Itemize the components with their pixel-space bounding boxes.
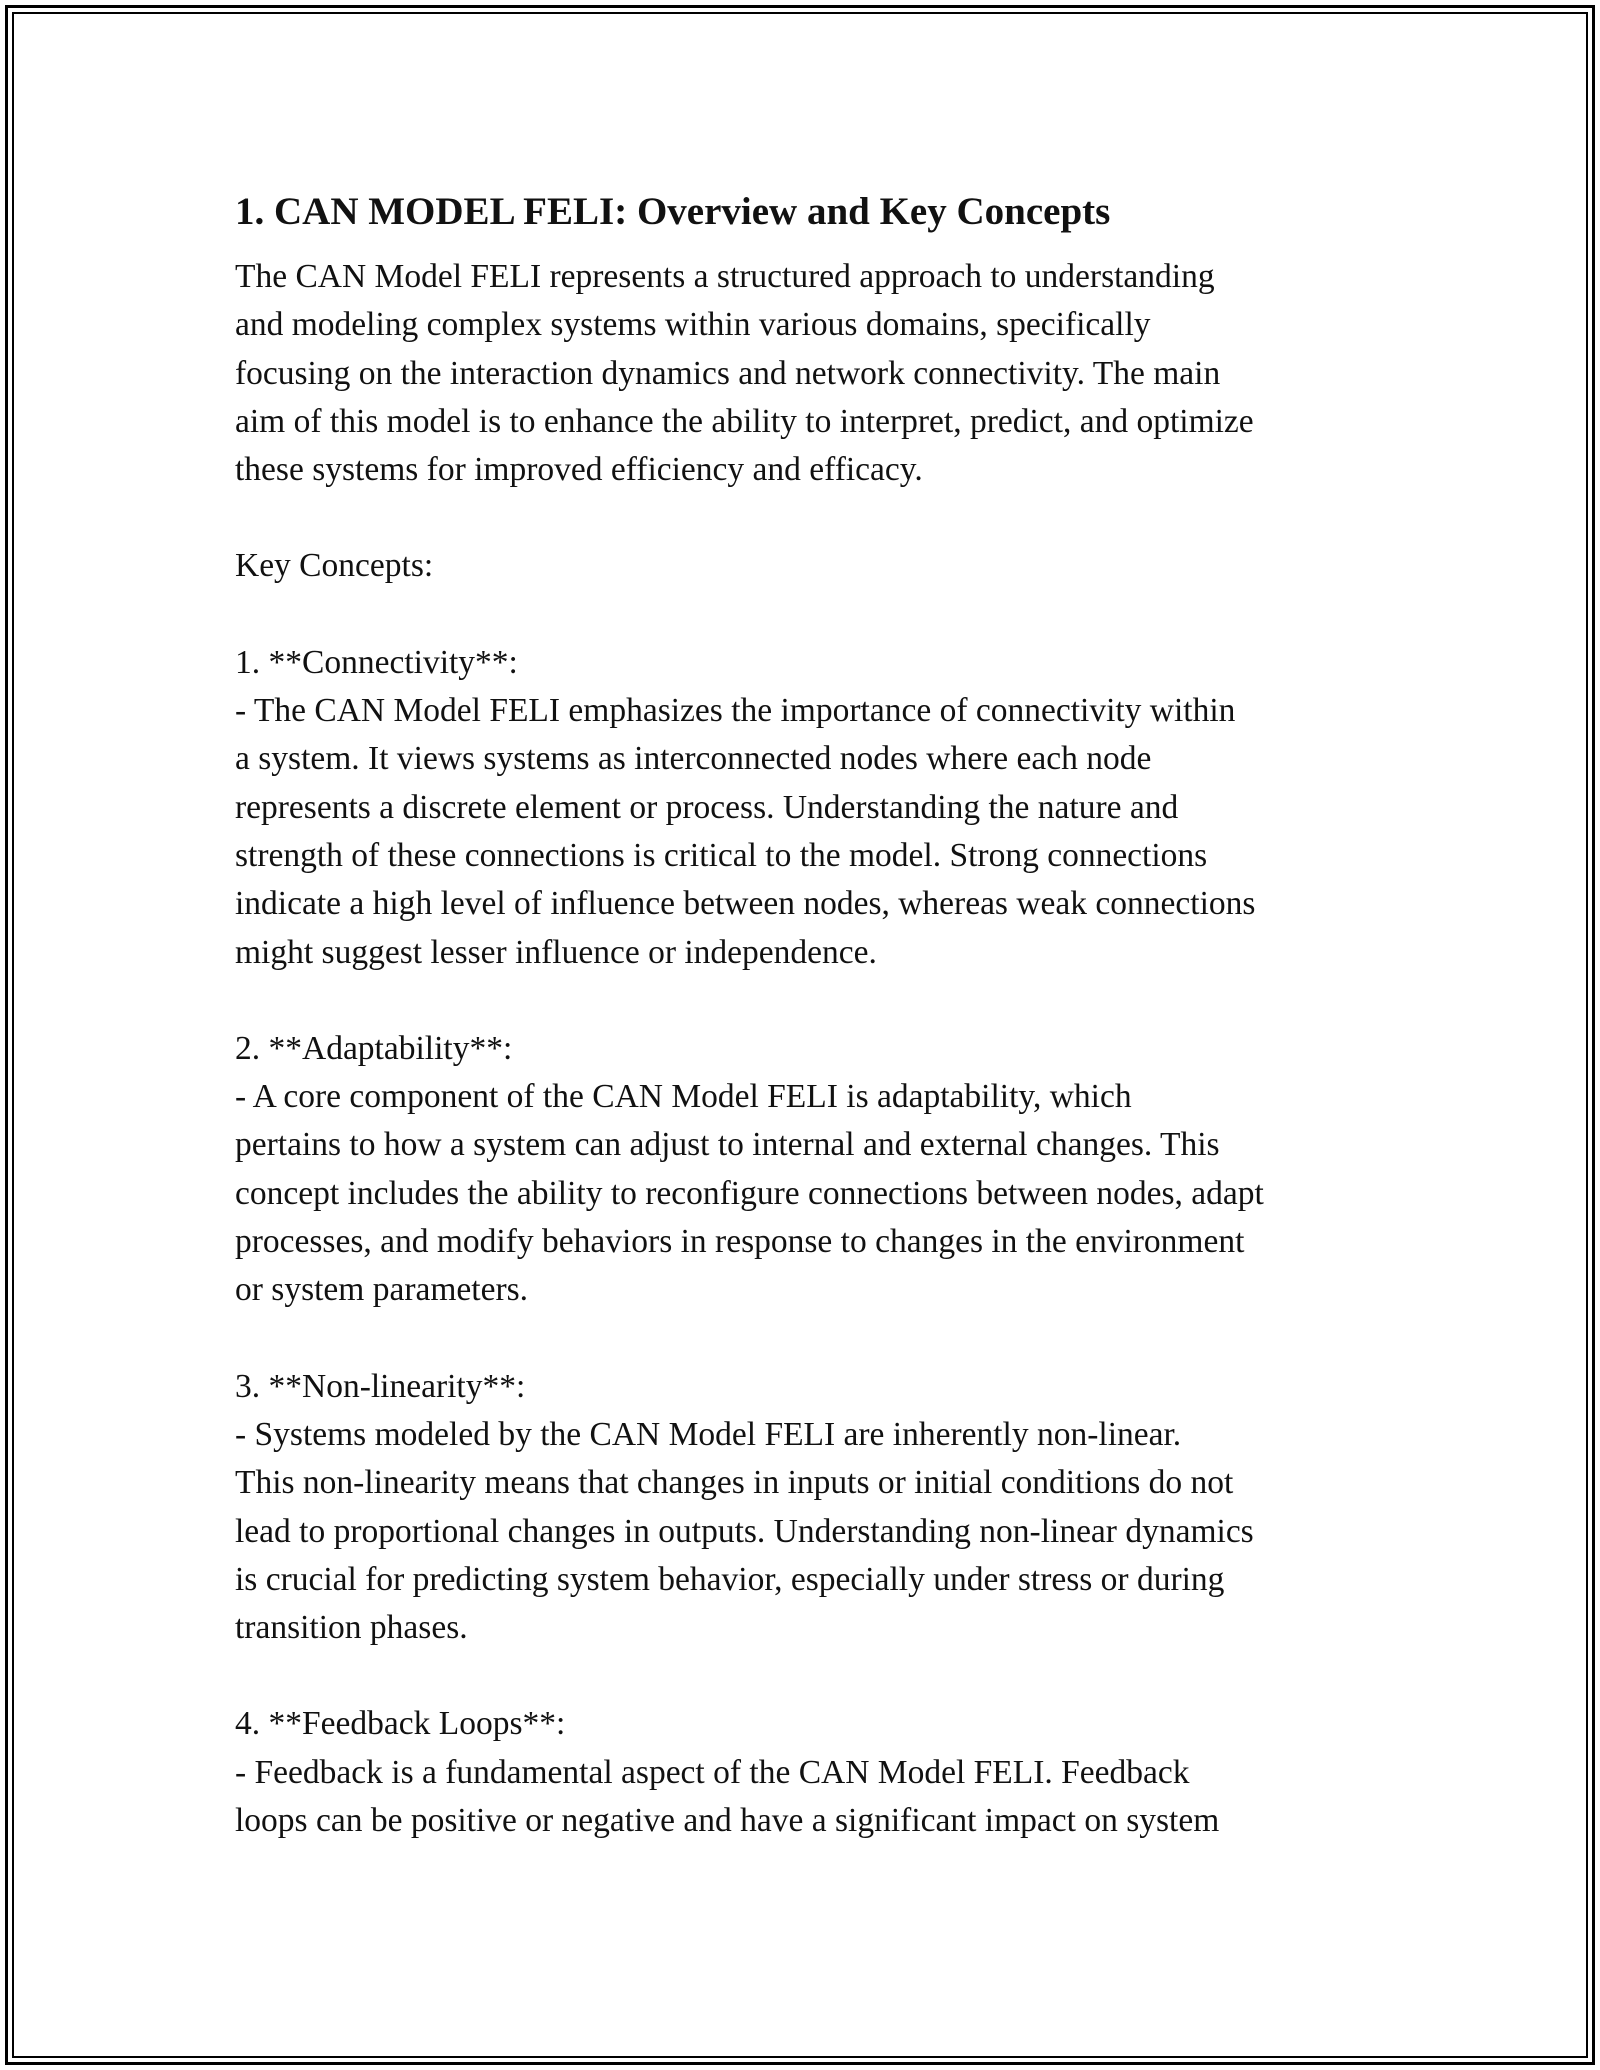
section-heading: 1. CAN MODEL FELI: Overview and Key Concepts [235, 190, 1111, 233]
concept-item [235, 639, 1370, 977]
spacer [235, 1315, 1370, 1363]
document-body [235, 185, 1370, 1845]
concept-item [235, 1025, 1370, 1315]
concept-body: - Systems modeled by the CAN Model FELI are inherently non-linear. This non-linearity means that changes in inputs or initial conditions do not lead to proportional changes in outputs. Understanding non-linear dynamics is crucial for predicting system behavior, especially under stress or during transition phases. [235, 1415, 1254, 1647]
concept-item [235, 1363, 1370, 1653]
spacer [235, 1652, 1370, 1700]
spacer [235, 591, 1370, 639]
concept-item [235, 1700, 1370, 1845]
concept-title: 2. **Adaptability**: [235, 1029, 513, 1067]
intro-paragraph: The CAN Model FELI represents a structured approach to understanding and modeling complex systems within various domains, specifically focusing on the interaction dynamics and network connectivity. The main aim of this model is to enhance the ability to interpret, predict, and optimize these systems for improved efficiency and efficacy. [235, 258, 1254, 489]
concept-body: - A core component of the CAN Model FELI is adaptability, which pertains to how a system can adjust to internal and external changes. This concept includes the ability to reconfigure connections between nodes, adapt processes, and modify behaviors in response to changes in the environment or system parameters. [235, 1078, 1264, 1309]
concept-title: 3. **Non-linearity**: [235, 1367, 526, 1405]
spacer [235, 494, 1370, 542]
concept-body: - Feedback is a fundamental aspect of the CAN Model FELI. Feedback loops can be positive or negative and have a significant impact on system [235, 1753, 1220, 1840]
concept-body: - The CAN Model FELI emphasizes the importance of connectivity within a system. It views systems as interconnected nodes where each node represents a discrete element or process. Understanding the nature and strength of these connections is critical to the model. Strong connections indicate a high level of influence between nodes, whereas weak connections might suggest lesser influence or independence. [235, 692, 1256, 971]
key-concepts-label: Key Concepts: [235, 547, 434, 585]
concept-title: 1. **Connectivity**: [235, 643, 518, 681]
spacer [235, 977, 1370, 1025]
concept-title: 4. **Feedback Loops**: [235, 1705, 566, 1743]
